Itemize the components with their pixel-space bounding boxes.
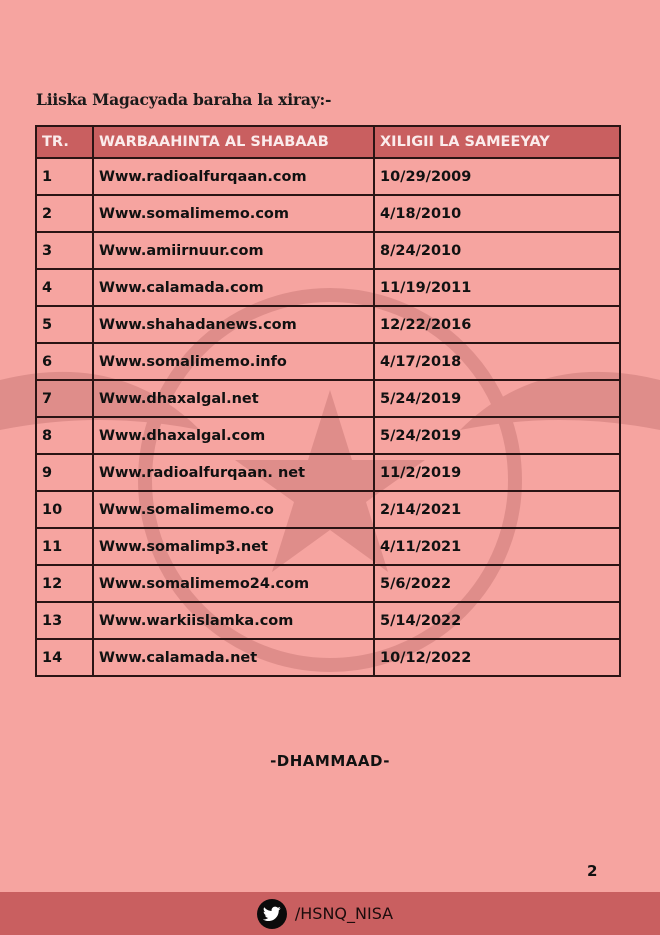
site-url: Www.shahadanews.com (93, 306, 374, 343)
row-number: 14 (36, 639, 93, 676)
table-row (36, 269, 620, 306)
site-url: Www.somalimp3.net (93, 528, 374, 565)
table-row (36, 602, 620, 639)
column-header-date: XILIGII LA SAMEEYAY (374, 126, 620, 158)
site-url: Www.radioalfurqaan.com (93, 158, 374, 195)
site-url: Www.dhaxalgal.com (93, 417, 374, 454)
table-row (36, 417, 620, 454)
row-number: 7 (36, 380, 93, 417)
date-blocked: 4/18/2010 (374, 195, 620, 232)
row-number: 8 (36, 417, 93, 454)
site-url: Www.radioalfurqaan. net (93, 454, 374, 491)
date-blocked: 10/29/2009 (374, 158, 620, 195)
table-header-row (36, 126, 620, 158)
site-url: Www.calamada.com (93, 269, 374, 306)
site-url: Www.somalimemo.com (93, 195, 374, 232)
column-header-number: TR. (36, 126, 93, 158)
row-number: 11 (36, 528, 93, 565)
site-url: Www.somalimemo.info (93, 343, 374, 380)
table-row (36, 158, 620, 195)
date-blocked: 4/11/2021 (374, 528, 620, 565)
list-heading: Liiska Magacyada baraha la xiray:- (36, 90, 332, 109)
row-number: 10 (36, 491, 93, 528)
page-number: 2 (587, 862, 598, 880)
date-blocked: 5/24/2019 (374, 417, 620, 454)
date-blocked: 4/17/2018 (374, 343, 620, 380)
table-row (36, 454, 620, 491)
row-number: 1 (36, 158, 93, 195)
table-row (36, 639, 620, 676)
table-row (36, 565, 620, 602)
date-blocked: 5/24/2019 (374, 380, 620, 417)
site-url: Www.somalimemo24.com (93, 565, 374, 602)
table-row (36, 195, 620, 232)
row-number: 6 (36, 343, 93, 380)
date-blocked: 11/2/2019 (374, 454, 620, 491)
table-row (36, 343, 620, 380)
table-row (36, 491, 620, 528)
table-row (36, 528, 620, 565)
row-number: 9 (36, 454, 93, 491)
site-url: Www.dhaxalgal.net (93, 380, 374, 417)
footer-bar (0, 892, 660, 935)
column-header-media: WARBAAHINTA AL SHABAAB (93, 126, 374, 158)
date-blocked: 10/12/2022 (374, 639, 620, 676)
row-number: 13 (36, 602, 93, 639)
date-blocked: 8/24/2010 (374, 232, 620, 269)
date-blocked: 5/14/2022 (374, 602, 620, 639)
site-url: Www.somalimemo.co (93, 491, 374, 528)
table-row (36, 380, 620, 417)
date-blocked: 5/6/2022 (374, 565, 620, 602)
table-row (36, 306, 620, 343)
row-number: 4 (36, 269, 93, 306)
date-blocked: 11/19/2011 (374, 269, 620, 306)
row-number: 5 (36, 306, 93, 343)
site-url: Www.calamada.net (93, 639, 374, 676)
row-number: 12 (36, 565, 93, 602)
blocked-sites-table (35, 125, 621, 677)
site-url: Www.warkiislamka.com (93, 602, 374, 639)
closing-text: -DHAMMAAD- (270, 752, 390, 770)
row-number: 2 (36, 195, 93, 232)
row-number: 3 (36, 232, 93, 269)
twitter-handle[interactable]: /HSNQ_NISA (294, 904, 394, 923)
twitter-icon[interactable] (257, 899, 287, 929)
date-blocked: 2/14/2021 (374, 491, 620, 528)
date-blocked: 12/22/2016 (374, 306, 620, 343)
site-url: Www.amiirnuur.com (93, 232, 374, 269)
table-row (36, 232, 620, 269)
